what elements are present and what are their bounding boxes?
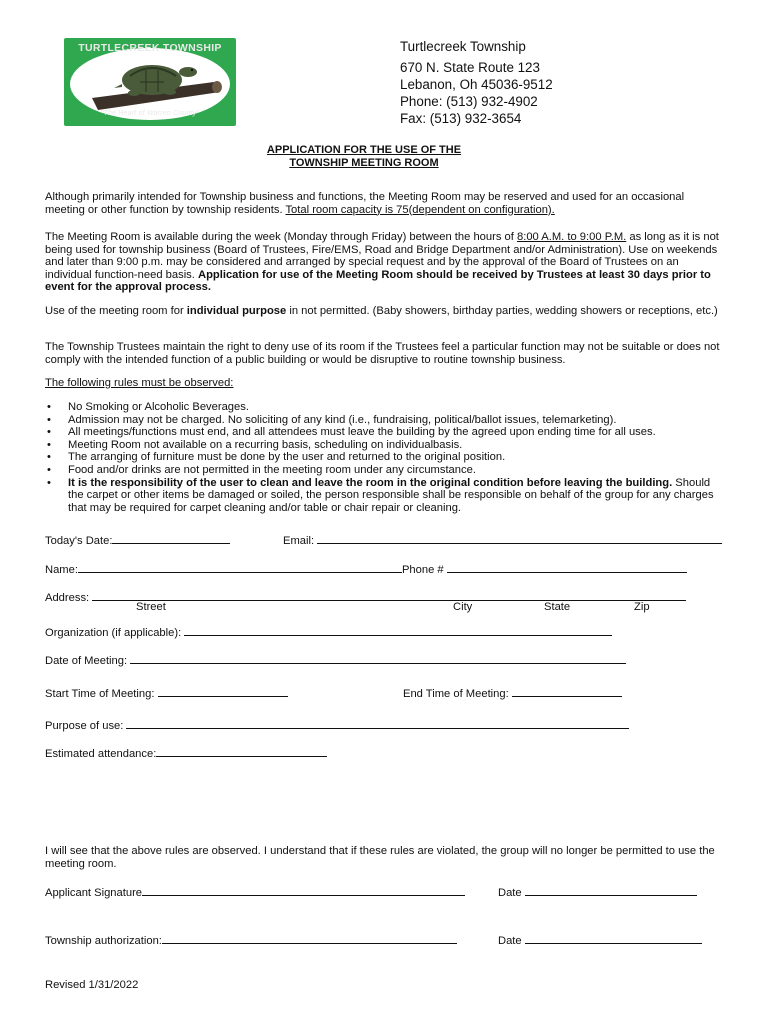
city-state-zip: Lebanon, Oh 45036-9512 xyxy=(400,77,553,92)
applicant-date-input[interactable] xyxy=(525,885,697,896)
agreement-paragraph: I will see that the above rules are observed. I understand that if these rules are violated, the group will no longer be permitted to use the meeting room. xyxy=(45,845,715,870)
individual-purpose-paragraph: Use of the meeting room for individual purpose in not permitted. (Baby showers, birthday parties, wedding showers or receptions, etc.) xyxy=(45,305,718,317)
name-field: Name: Phone # xyxy=(45,562,687,577)
phone-number: Phone: (513) 932-4902 xyxy=(400,94,538,109)
township-address-block xyxy=(400,38,553,127)
end-time-field: End Time of Meeting: xyxy=(403,686,622,701)
revision-date: Revised 1/31/2022 xyxy=(45,979,139,991)
township-date-field: Date xyxy=(498,933,702,948)
township-authorization-input[interactable] xyxy=(162,933,457,944)
township-logo xyxy=(64,38,236,126)
todays-date-input[interactable] xyxy=(112,533,230,544)
rule-item: • Admission may not be charged. No soliciting of any kind (i.e., fundraising, political/ballot issues, telemarketing). xyxy=(47,413,617,426)
logo-motto: "The Heart of Warren County" xyxy=(100,110,200,118)
rule-item: • Meeting Room not available on a recurring basis, scheduling on individualbasis. xyxy=(47,438,463,451)
logo-top-text: TURTLECREEK TOWNSHIP xyxy=(78,42,222,54)
date-of-meeting-field: Date of Meeting: xyxy=(45,653,626,668)
deny-paragraph: The Township Trustees maintain the right to deny use of its room if the Trustees feel a particular function may not be suitable or does not comply with the intended function of a public building or would be disruptive to routine township business. xyxy=(45,341,720,366)
date-of-meeting-input[interactable] xyxy=(130,653,626,664)
state-label: State xyxy=(544,601,571,613)
applicant-signature-field: Applicant Signature xyxy=(45,885,465,900)
available-hours: 8:00 A.M. to 9:00 P.M. xyxy=(517,231,627,243)
address-field: Address: xyxy=(45,590,686,605)
availability-paragraph: The Meeting Room is available during the week (Monday through Friday) between the hours of 8:00 A.M. to 9:00 P.M. as long as it is not being used for township business (Board of Trustees, Fire/EMS, Road and Bridge Department and/or Administration). Use on weekends and later than 9:00 p.m. may be considered and arranged by special request and by the approval of the Board of Trustees on an individual function-need basis. Application for use of the Meeting Room should be received by Trustees at least 30 days prior to event for the approval process. xyxy=(45,231,719,294)
address-input[interactable] xyxy=(92,590,686,601)
rules-heading: The following rules must be observed: xyxy=(45,377,234,389)
township-authorization-field: Township authorization: xyxy=(45,933,457,948)
zip-label: Zip xyxy=(634,601,650,613)
rule-item: • The arranging of furniture must be done by the user and returned to the original position. xyxy=(47,451,506,464)
page-title: APPLICATION FOR THE USE OF THE TOWNSHIP MEETING ROOM xyxy=(266,144,462,169)
email-input[interactable] xyxy=(317,533,722,544)
deadline-notice: Application for use of the Meeting Room should be received by Trustees at least 30 days prior to event for the approval process. xyxy=(45,268,711,294)
phone-input[interactable] xyxy=(447,562,687,573)
street-address: 670 N. State Route 123 xyxy=(400,60,540,75)
rules-list xyxy=(45,401,720,514)
township-name: Turtlecreek Township xyxy=(400,39,526,54)
attendance-field: Estimated attendance: xyxy=(45,746,327,761)
start-time-field: Start Time of Meeting: xyxy=(45,686,288,701)
applicant-signature-input[interactable] xyxy=(142,885,465,896)
street-label: Street xyxy=(136,601,166,613)
purpose-input[interactable] xyxy=(126,718,629,729)
room-capacity: Total room capacity is 75(dependent on configuration). xyxy=(285,203,555,216)
city-label: City xyxy=(453,601,473,613)
fax-number: Fax: (513) 932-3654 xyxy=(400,111,522,126)
organization-input[interactable] xyxy=(184,625,612,636)
township-date-input[interactable] xyxy=(525,933,702,944)
rule-item: • It is the responsibility of the user to clean and leave the room in the original condition before leaving the building. Should the carpet or other items be damaged or soiled, the person responsible shall be responsible on behalf of the group for any charges that may be required for carpet cleaning and/or table or chair repair or cleaning. xyxy=(47,476,714,514)
rule-item: • All meetings/functions must end, and all attendees must leave the building by the agreed upon ending time for all uses. xyxy=(47,426,656,439)
name-input[interactable] xyxy=(78,562,402,573)
organization-field: Organization (if applicable): xyxy=(45,625,612,640)
start-time-input[interactable] xyxy=(158,686,288,697)
applicant-date-field: Date xyxy=(498,885,697,900)
rule-item: • Food and/or drinks are not permitted in the meeting room under any circumstance. xyxy=(47,463,476,476)
todays-date-field: Today's Date: xyxy=(45,533,230,548)
end-time-input[interactable] xyxy=(512,686,622,697)
rule-item: • No Smoking or Alcoholic Beverages. xyxy=(47,401,249,413)
purpose-field: Purpose of use: xyxy=(45,718,629,733)
email-field: Email: xyxy=(283,533,722,548)
phone-label: Phone # xyxy=(401,564,444,576)
intro-paragraph: Although primarily intended for Township business and functions, the Meeting Room may be reserved and used for an occasional meeting or other function by township residents. Total room capacity is 75(dependent on configuration). xyxy=(45,191,685,216)
attendance-input[interactable] xyxy=(156,746,327,757)
